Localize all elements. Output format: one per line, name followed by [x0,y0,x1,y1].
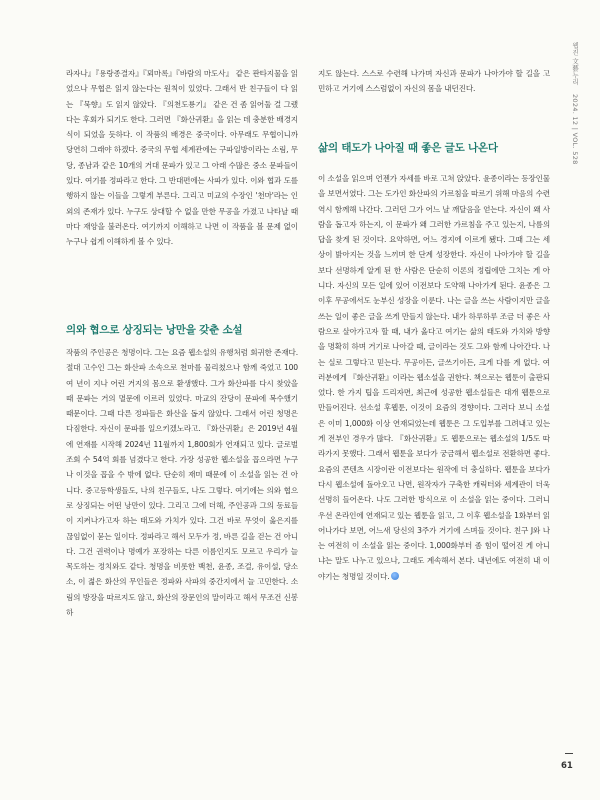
section-heading-right: 삶의 태도가 나아질 때 좋은 글도 나온다 [318,142,498,154]
magazine-side-header [566,42,580,170]
right-column-upper [318,66,550,97]
body-paragraph: 지도 않는다. 스스로 수련해 나가며 자신과 문파가 나아가야 할 길을 고민하고 거기에 스스럼없이 자신의 몸을 내던진다. [318,69,550,94]
body-paragraph: 라자나』『용랑종결자』『뫼마록』『바람의 마도사』 같은 판타지물을 읽었으나 무협은 읽지 않는다는 원칙이 있었다. 그래서 반 친구들이 다 읽는 『묵향』도 읽지 않았다. 『의천도룡기』 같은 건 좀 읽어둘 걸 그랬다는 후회가 되기도 한다. 그러면 『화산귀환』을 읽는 데 충분한 배경지식이 되었을 듯하다. 이 작품의 배경은 중국이다. 아무래도 무협이니까 당연히 그래야 하겠다. 중국의 무협 세계관에는 구파일방이라는 소림, 무당, 종남과 같은 10개의 거대 문파가 있고 그 아래 수많은 중소 문파들이 있다. 여기를 정파라고 한다. 그 반대편에는 사파가 있다. 이와 협과 도를 행하지 않는 이들을 그렇게 부른다. 그리고 미교의 수장인 '천마'라는 인외의 존재가 있다. 누구도 상대할 수 없을 만한 무공을 가졌고 나타날 때마다 재앙을 불러온다. 여기까지 이해하고 나면 이 작품을 볼 문제 없이 누구나 쉽게 이해하게 볼 수 있다. [66,69,298,247]
body-paragraph [318,171,550,584]
body-paragraph: 작품의 주인공은 청명이다. 그는 요즘 웹소설의 유행처럼 회귀한 존재다. 절대 고수인 그는 화산파 소속으로 천마를 물리쳤으나 함께 죽었고 100여 년이 지나 어린 거지의 몸으로 환생했다. 그가 화산파를 다시 찾았을 때 문파는 거의 멸문에 이르러 있었다. 마교의 잔당이 문파에 복수했기 때문이다. 그때 다른 정파들은 화산을 돕지 않았다. 그래서 어린 청명은 다짐한다. 자신이 문파를 일으키겠노라고. 『화산귀환』은 2019년 4월에 연재를 시작해 2024년 11월까지 1,800회가 연재되고 있다. 글로벌 조회 수 54억 회를 넘겼다고 한다. 가장 성공한 웹소설을 꼽으라면 누구나 이것을 꼽을 수 밖에 없다. 단순히 재미 때문에 이 소설을 읽는 건 아니다. 중고등학생들도, 나의 친구들도, 나도 그렇다. 여기에는 의와 협으로 상징되는 어떤 낭만이 있다. 그리고 그에 더해, 주인공과 그의 동료들이 지켜나가고자 하는 태도와 가치가 있다. 그건 바로 무엇이 옳은지를 끊임없이 묻는 일이다. 정파라고 해서 모두가 정, 바른 길을 걷는 건 아니다. 그건 권력이나 명예가 포장하는 다른 이름인지도 모르고 우리가 늘 목도하는 정치와도 같다. 청명을 비롯한 백천, 윤종, 조걸, 유이설, 당소소, 이 젊은 화산의 무인들은 정파와 사파의 중간지에서 늘 고민한다. 소림의 방장을 따르지도 않고, 화산의 장문인의 말이라고 해서 무조건 신봉하 [66,348,298,618]
left-column-lower [66,345,298,620]
right-column-lower [318,171,550,584]
smiling-face-icon [391,572,399,580]
body-text: 이 소설을 읽으며 언젠가 자세를 바로 고쳐 앉았다. 윤종이라는 등장인물을 보면서였다. 그는 도가인 화산파의 가르침을 따르기 위해 마음의 수련 역시 함께해 나간다. 그러던 그가 어느 날 깨달음을 얻는다. 자신이 왜 사람을 돕고자 하는지, 이 문파가 왜 그러한 가르침을 주고 있는지, 나름의 답을 찾게 된 것이다. 요약하면, 어느 경지에 이르게 됐다. 그때 그는 세상이 밝아지는 것을 느끼며 한 단계 성장한다. 자신이 나아가야 할 길을 보다 선명하게 알게 된 한 사람은 단순히 이론의 정립에만 그치는 게 아니다. 자신의 모든 일에 있어 이전보다 도약해 나아가게 된다. 윤종은 그 이후 무공에서도 눈부신 성장을 이룬다. 나는 글을 쓰는 사람이지만 글을 쓰는 일이 좋은 글을 쓰게 만들지 않는다. 내가 하루하루 조금 더 좋은 사람으로 살아가고자 할 때, 내가 옳다고 여기는 삶의 태도와 가치와 방향을 명확히 하며 거기로 나아갈 때, 글이라는 것도 그와 함께 나아간다. 나는 실로 그렇다고 믿는다. 무공이든, 글쓰기이든, 크게 다를 게 없다. 여러분에게 『화산귀환』이라는 웹소설을 권한다. 책으로는 웹툰이 출판되었다. 한 가지 팁을 드리자면, 최근에 성공한 웹소설들은 대개 웹툰으로 만들어진다. 선소설 후웹툰, 이것이 요즘의 경향이다. 그러다 보니 소설은 이미 1,000화 이상 연재되었는데 웹툰은 그 도입부를 그려내고 있는 게 전부인 경우가 많다. 『화산귀환』도 웹툰으로는 웹소설의 1/5도 따라가지 못했다. 그래서 웹툰을 보다가 궁금해서 웹소설로 전환하면 좋다. 요즘의 콘텐츠 시장이란 이전보다는 원작에 더 충실하다. 웹툰을 보다가 다시 웹소설에 돌아오고 나면, 원작자가 구축한 캐릭터와 세계관이 더욱 선명히 들어온다. 나도 그러한 방식으로 이 소설을 읽는 중이다. 그러니 우선 온라인에 연재되고 있는 웹툰을 읽고, 그 이후 웹소설을 1화부터 읽어나가다 보면, 어느새 당신의 3주가 거기에 스며들 것이다. 친구 J와 나는 여전히 이 소설을 읽는 중이다. 1,000화부터 좀 힘이 떨어진 게 아니냐는 말도 나누고 있으나, 그래도 계속해서 본다. 내년에도 여전히 내 이야기는 청명일 것이다. [318,174,550,581]
page-number-rule [565,753,573,754]
magazine-title: 웹진 文藝누리 [571,42,579,86]
section-heading-left: 의와 협으로 상징되는 낭만을 갖춘 소설 [66,324,243,336]
left-column-upper [66,66,298,250]
issue-info: 2024. 12 | VOL. 528 [571,93,579,165]
page-number: 61 [561,761,573,771]
